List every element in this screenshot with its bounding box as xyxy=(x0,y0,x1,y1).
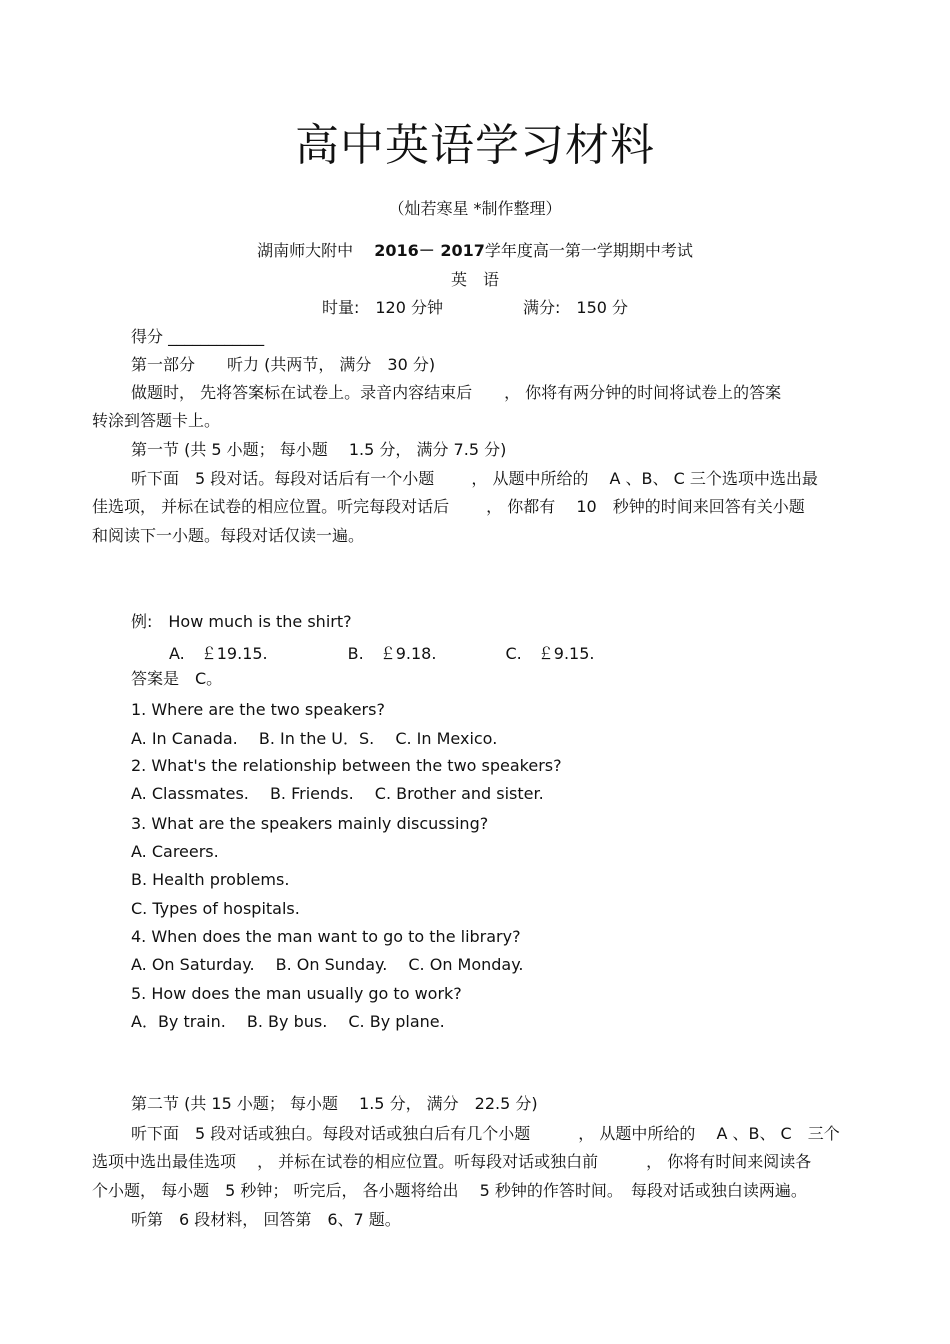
section2-instruction: 个小题， 每小题 5 秒钟； 听完后， 各小题将给出 5 秒钟的作答时间。 每段对话或独白读两遍。 xyxy=(92,1181,807,1200)
full-marks: 满分: 150 分 xyxy=(523,298,629,317)
example-answer: 答案是 C。 xyxy=(131,669,223,688)
score-field: 得分 ____________ xyxy=(131,327,265,346)
section1-instruction: 听下面 5 段对话。每段对话后有一个小题 ， 从题中所给的 A 、B、 C 三个选项中选出最 xyxy=(131,469,818,488)
section2-instruction: 听下面 5 段对话或独白。每段对话或独白后有几个小题 ， 从题中所给的 A 、B、 C 三个 xyxy=(131,1124,840,1143)
question-3-option-b: B. Health problems. xyxy=(131,870,290,889)
question-3: 3. What are the speakers mainly discussing? xyxy=(131,814,489,833)
document-subtitle: （灿若寒星 *制作整理） xyxy=(388,199,562,218)
part1-instruction: 转涂到答题卡上。 xyxy=(92,411,221,430)
section2-next-material: 听第 6 段材料， 回答第 6、7 题。 xyxy=(131,1210,401,1229)
section2-heading: 第二节 (共 15 小题； 每小题 1.5 分， 满分 22.5 分) xyxy=(131,1094,538,1113)
question-1-options: A. In Canada. B. In the U．S. C. In Mexico. xyxy=(131,729,498,748)
question-4: 4. When does the man want to go to the library? xyxy=(131,927,521,946)
part1-instruction: 做题时， 先将答案标在试卷上。录音内容结束后 ， 你将有两分钟的时间将试卷上的答案 xyxy=(131,383,782,402)
exam-name: 学年度高一第一学期期中考试 xyxy=(484,241,693,260)
question-3-option-c: C. Types of hospitals. xyxy=(131,899,300,918)
part1-heading: 第一部分 听力 (共两节， 满分 30 分) xyxy=(131,355,436,374)
question-3-option-a: A. Careers. xyxy=(131,842,219,861)
example-options: A. ￡19.15. B. ￡9.18. C. ￡9.15. xyxy=(169,644,595,663)
section1-heading: 第一节 (共 5 小题； 每小题 1.5 分， 满分 7.5 分) xyxy=(131,440,507,459)
school-name: 湖南师大附中 xyxy=(257,241,354,260)
question-4-options: A. On Saturday. B. On Sunday. C. On Monday. xyxy=(131,955,524,974)
exam-years: 2016－ 2017 xyxy=(374,241,485,260)
section1-instruction: 和阅读下一小题。每段对话仅读一遍。 xyxy=(92,526,365,545)
section2-instruction: 选项中选出最佳选项 ， 并标在试卷的相应位置。听每段对话或独白前 ， 你将有时间来阅读各 xyxy=(92,1152,812,1171)
section1-instruction: 佳选项， 并标在试卷的相应位置。听完每段对话后 ， 你都有 10 秒钟的时间来回答有关小题 xyxy=(92,497,805,516)
example-question: 例: How much is the shirt? xyxy=(131,612,352,631)
time-limit: 时量: 120 分钟 xyxy=(321,298,443,317)
question-1: 1. Where are the two speakers? xyxy=(131,700,385,719)
time-and-score-line xyxy=(0,297,950,319)
question-2: 2. What's the relationship between the two speakers? xyxy=(131,756,562,775)
document-title: 高中英语学习材料 xyxy=(295,120,655,171)
question-5-options: A．By train. B. By bus. C. By plane. xyxy=(131,1012,445,1031)
question-5: 5. How does the man usually go to work? xyxy=(131,984,462,1003)
question-2-options: A. Classmates. B. Friends. C. Brother and sister. xyxy=(131,784,544,803)
subject-name: 英 语 xyxy=(450,270,499,289)
exam-title-line xyxy=(0,240,950,262)
